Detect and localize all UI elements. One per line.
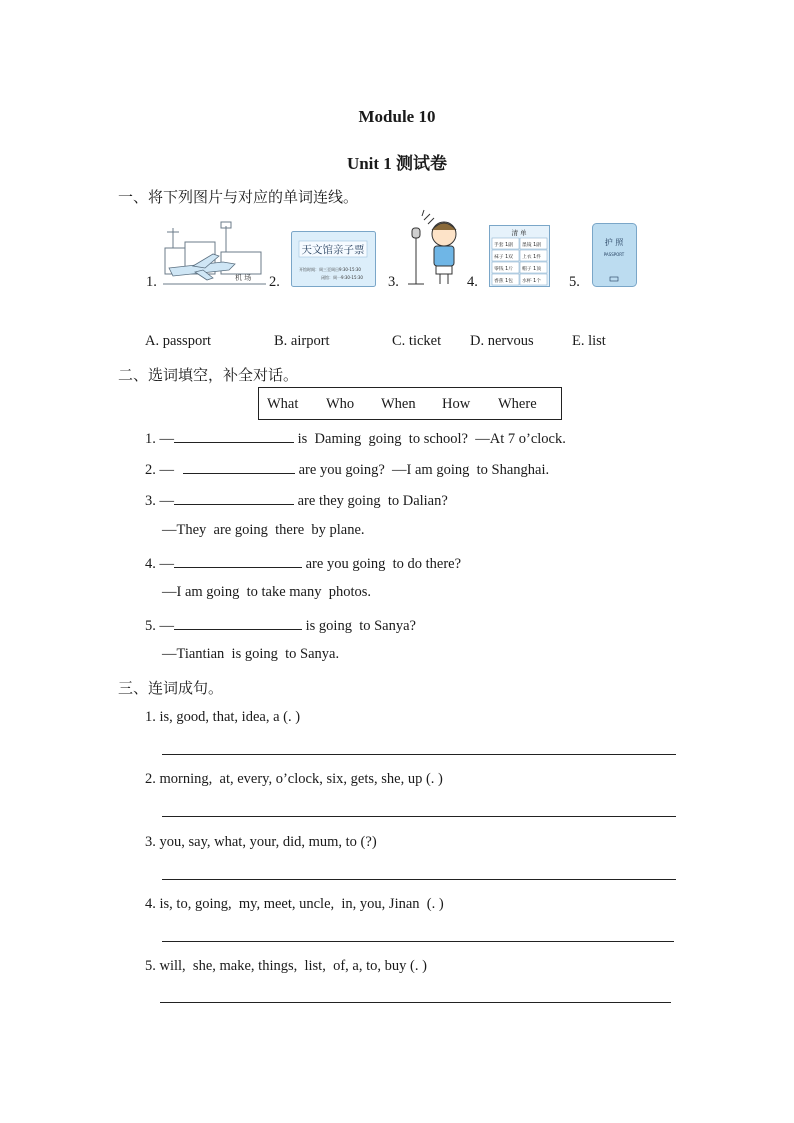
passport-cn: 护 照 [604, 238, 624, 247]
word-where: Where [498, 396, 537, 412]
list-item: 零钱 1斤 [494, 267, 513, 272]
list-image [489, 225, 550, 287]
list-item: 帽子 1顶 [522, 267, 541, 272]
picture-number-2: 2. [269, 274, 280, 290]
passport-image [592, 223, 637, 287]
ticket-small-1: 开馆时间：周三至周日9:30-15:30 [299, 267, 361, 272]
word-what: What [267, 396, 299, 412]
picture-number-1: 1. [146, 274, 157, 290]
reorder-item-4: 4. is, to, going, my, meet, uncle, in, you, Jinan (. ) [145, 896, 444, 912]
ticket-small-2: 闭馆：周一9:30-15:30 [321, 275, 363, 280]
answer-3: —They are going there by plane. [162, 522, 365, 538]
question-4: 4. — are you going to do there? [145, 553, 461, 573]
list-item: 水杯 1个 [522, 279, 541, 284]
section1-heading: 一、将下列图片与对应的单词连线。 [118, 188, 359, 206]
list-item: 袜子 1双 [494, 255, 513, 260]
answer-blank[interactable] [183, 459, 295, 474]
reorder-item-2: 2. morning, at, every, o’clock, six, gets, she, up (. ) [145, 771, 443, 787]
word-bank [258, 387, 562, 420]
question-2: 2. — are you going? —I am going to Shanghai. [145, 459, 549, 479]
ticket-title: 天文馆亲子票 [301, 244, 365, 256]
section2-heading: 二、选词填空，补全对话。 [118, 366, 299, 384]
word-how: How [442, 396, 471, 412]
unit-title: Unit 1 测试卷 [346, 154, 448, 173]
question-5: 5. — is going to Sanya? [145, 615, 416, 635]
question-3: 3. — are they going to Dalian? [145, 490, 448, 510]
option-a: A. passport [145, 333, 212, 349]
option-b: B. airport [274, 333, 330, 349]
word-when: When [381, 396, 416, 412]
answer-line-2[interactable] [162, 816, 676, 817]
nervous-boy-image [404, 212, 466, 288]
word-who: Who [326, 396, 355, 412]
answer-5: —Tiantian is going to Sanya. [162, 646, 340, 662]
list-item: 墨镜 1副 [522, 243, 541, 248]
reorder-item-3: 3. you, say, what, your, did, mum, to (?) [145, 834, 377, 850]
option-d: D. nervous [470, 333, 534, 349]
answer-line-5[interactable] [160, 1002, 671, 1003]
list-item: 手套 1副 [494, 243, 513, 248]
answer-blank[interactable] [174, 615, 302, 630]
question-1: 1. — is Daming going to school? —At 7 o’clock. [145, 428, 566, 448]
ticket-image [291, 231, 376, 287]
option-e: E. list [572, 333, 606, 349]
picture-number-5: 5. [569, 274, 580, 290]
option-c: C. ticket [392, 333, 442, 349]
passport-en: PASSPORT [603, 252, 625, 257]
answer-4: —I am going to take many photos. [162, 584, 372, 600]
picture-number-4: 4. [467, 274, 478, 290]
list-title: 清 单 [511, 229, 527, 237]
answer-blank[interactable] [174, 490, 294, 505]
section3-heading: 三、连词成句。 [118, 679, 224, 697]
reorder-item-5: 5. will, she, make, things, list, of, a, to, buy (. ) [145, 958, 427, 974]
answer-line-1[interactable] [162, 754, 676, 755]
list-item: 香蕉 1包 [494, 279, 513, 284]
answer-blank[interactable] [174, 553, 302, 568]
answer-blank[interactable] [174, 428, 294, 443]
airport-image [163, 218, 266, 288]
list-item: 上衣 1件 [522, 255, 541, 260]
answer-line-4[interactable] [162, 941, 674, 942]
answer-line-3[interactable] [162, 879, 676, 880]
airport-sign: 机 场 [235, 274, 252, 282]
module-title: Module 10 [358, 107, 436, 126]
picture-number-3: 3. [388, 274, 399, 290]
reorder-item-1: 1. is, good, that, idea, a (. ) [145, 709, 301, 725]
